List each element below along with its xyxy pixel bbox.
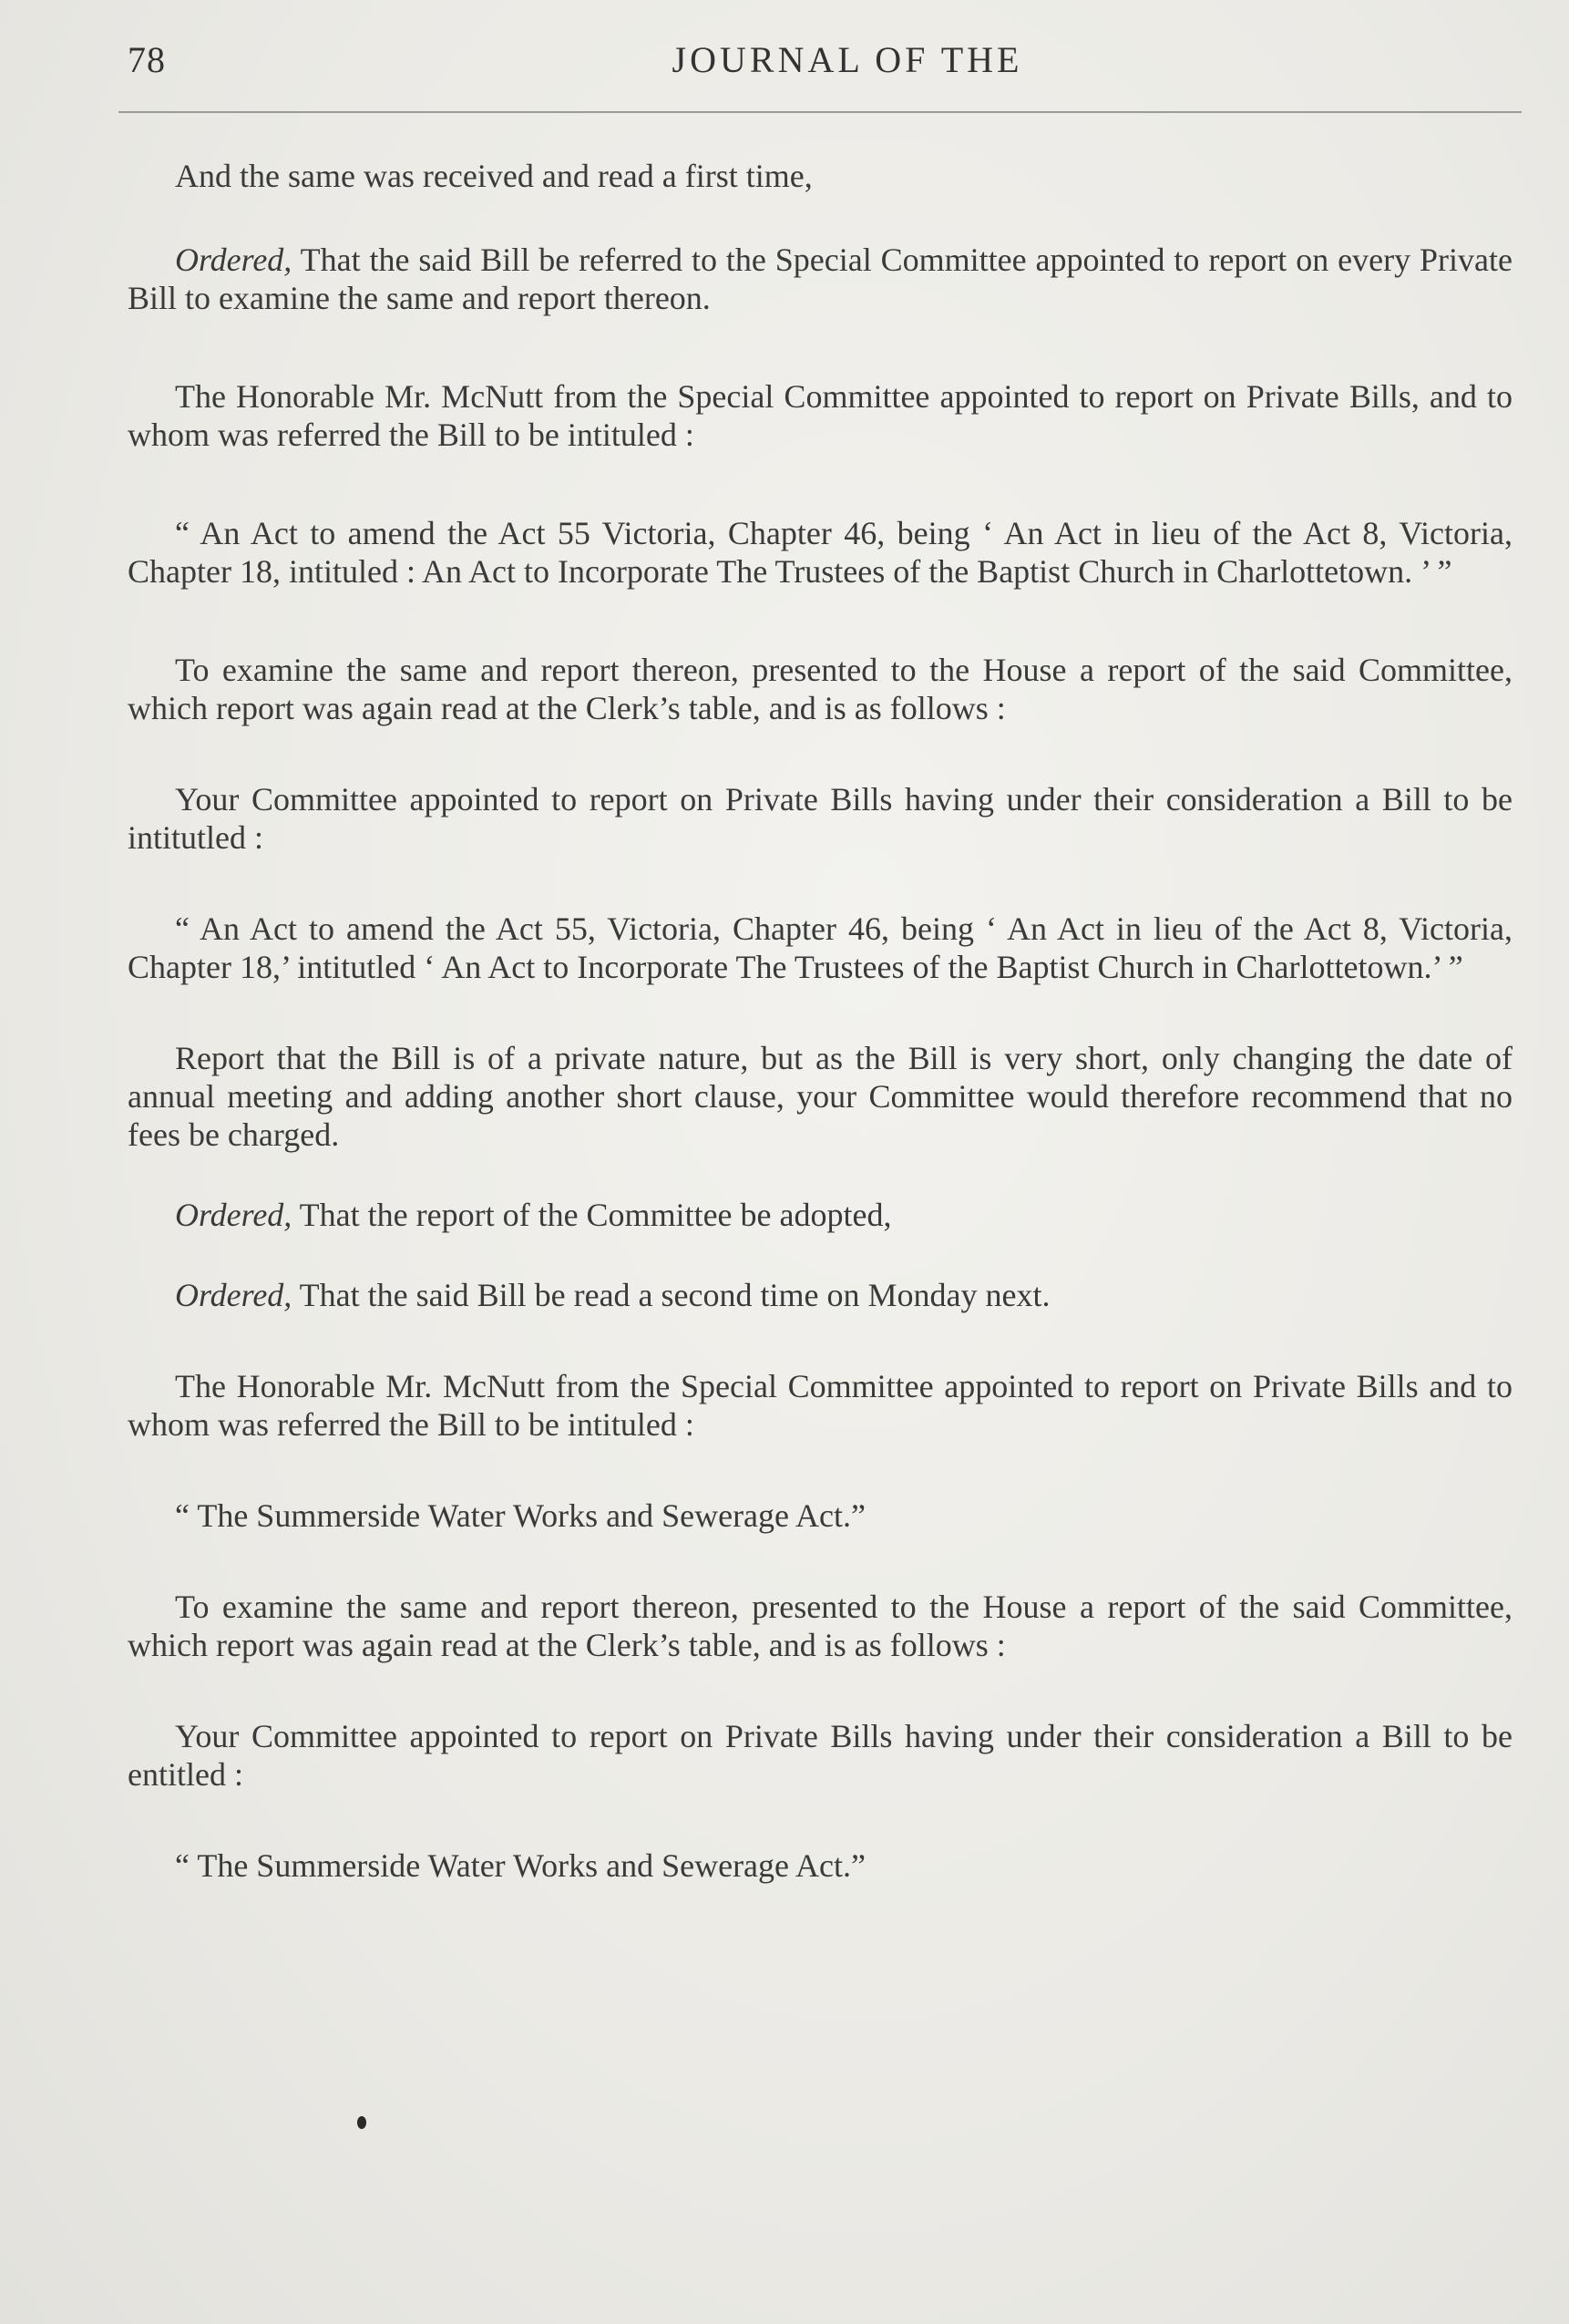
order-paragraph: Ordered, That the report of the Committee be adopted, xyxy=(175,1197,892,1233)
bill-title-quote: “ An Act to amend the Act 55 Victoria, Chapter 46, being ‘ An Act in lieu of the Act 8, Victoria, Chapter 18, intituled : An Act to Incorporate The Trustees of the Baptist Church in Charlottetown. ’ ” xyxy=(128,515,1513,590)
journal-body xyxy=(128,157,1513,1885)
order-paragraph: Ordered, That the said Bill be referred to the Special Committee appointed to report on every Private Bill to examine the same and report thereon. xyxy=(128,242,1513,316)
order-lead: Ordered, xyxy=(175,1197,292,1233)
paragraph: Your Committee appointed to report on Private Bills having under their consideration a Bill to be intitutled : xyxy=(128,781,1513,856)
paragraph: Report that the Bill is of a private nature, but as the Bill is very short, only changing the date of annual meeting and adding another short clause, your Committee would therefore recommend that no fees be charged. xyxy=(128,1040,1513,1153)
paragraph: The Honorable Mr. McNutt from the Special Committee appointed to report on Private Bills and to whom was referred the Bill to be intituled : xyxy=(128,1368,1513,1443)
running-head: JOURNAL OF THE xyxy=(672,39,1023,80)
paragraph: To examine the same and report thereon, presented to the House a report of the said Committee, which report was again read at the Clerk’s table, and is as follows : xyxy=(128,652,1513,726)
bill-title-quote: “ The Summerside Water Works and Sewerage Act.” xyxy=(175,1497,866,1534)
paragraph: To examine the same and report thereon, presented to the House a report of the said Committee, which report was again read at the Clerk’s table, and is as follows : xyxy=(128,1589,1513,1663)
header-rule xyxy=(118,111,1522,113)
paragraph: And the same was received and read a first time, xyxy=(175,158,813,194)
page-number: 78 xyxy=(128,39,166,80)
bill-title-quote: “ The Summerside Water Works and Sewerage Act.” xyxy=(175,1847,866,1884)
paragraph: Your Committee appointed to report on Private Bills having under their consideration a Bill to be entitled : xyxy=(128,1718,1513,1793)
order-lead: Ordered, xyxy=(175,1277,292,1313)
ink-speck xyxy=(357,2116,366,2129)
page-header xyxy=(128,38,1531,93)
paragraph: The Honorable Mr. McNutt from the Special Committee appointed to report on Private Bills, and to whom was referred the Bill to be intituled : xyxy=(128,378,1513,453)
bill-title-quote: “ An Act to amend the Act 55, Victoria, Chapter 46, being ‘ An Act in lieu of the Act 8, Victoria, Chapter 18,’ intitutled ‘ An Act to Incorporate The Trustees of the Baptist Church in Charlottetown.’ ” xyxy=(128,910,1513,985)
order-lead: Ordered, xyxy=(175,242,292,278)
order-paragraph: Ordered, That the said Bill be read a second time on Monday next. xyxy=(175,1277,1051,1313)
